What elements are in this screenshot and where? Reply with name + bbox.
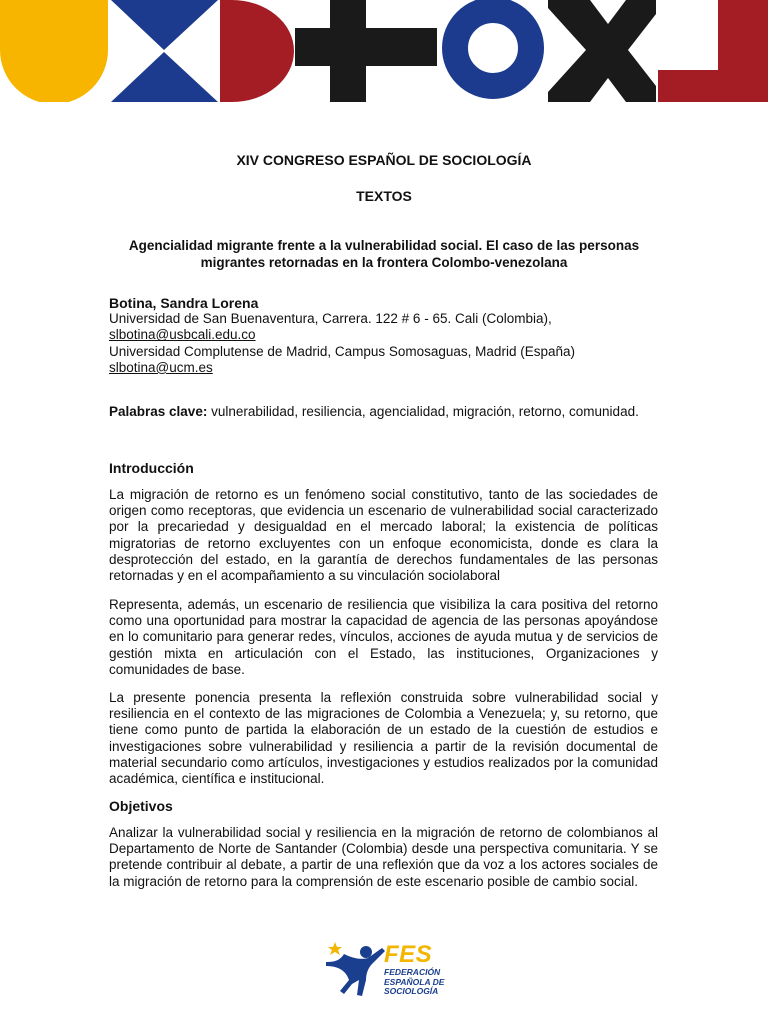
banner-black-x: [548, 0, 656, 102]
intro-paragraph-1: La migración de retorno es un fenómeno social constitutivo, tanto de las sociedades de origen como receptoras, que evidencia un escenario de vulnerabilidad social caracterizado por la precariedad y desigualdad en el mercado laboral; la existencia de políticas migratorias de retorno excluyentes con un enfoque economicista, donde es clara la desprotección del estado, en la garantía de derechos fundamentales de las personas retornadas y en el acompañamiento a su vinculación sociolaboral: [109, 487, 658, 584]
paper-title-line-1: Agencialidad migrante frente a la vulnerabilidad social. El caso de las personas: [128, 238, 640, 253]
objectives-paragraph: Analizar la vulnerabilidad social y resiliencia en la migración de retorno de colombianos al Departamento de Norte de Santander (Colombia) desde una perspectiva comunitaria. Y se pretende contribuir al debate, a partir de una reflexión que da voz a los actores sociales de la migración de retorno para la comprensión de este escenario posible de cambio social.: [109, 825, 658, 889]
banner-red-shape: [220, 0, 294, 102]
email-link-2[interactable]: slbotina@ucm.es: [109, 359, 213, 375]
keywords-text: vulnerabilidad, resiliencia, agencialidad, migración, retorno, comunidad.: [211, 404, 639, 419]
fes-line-2: ESPAÑOLA DE: [384, 976, 445, 987]
author-name: Botina, Sandra Lorena: [109, 295, 259, 311]
fes-figure-icon: [326, 946, 385, 996]
fes-abbr: FES: [384, 941, 433, 968]
intro-paragraph-3: La presente ponencia presenta la reflexión construida sobre vulnerabilidad social y resiliencia en el contexto de las migraciones de Colombia a Venezuela; y, su retorno, que tiene como punto de partida la elaboración de un estado de la cuestión de estudios e investigaciones sobre vulnerabilidad y resiliencia a partir de la revisión documental de material secundario como artículos, investigaciones y estudios realizados por la comunidad académica, científica e institucional.: [109, 690, 658, 787]
banner-black-cross: [295, 0, 437, 102]
paper-title-line-2: migrantes retornadas en la frontera Colombo-venezolana: [200, 255, 568, 270]
keywords: [109, 404, 658, 420]
intro-paragraph-2: Representa, además, un escenario de resiliencia que visibiliza la cara positiva del retorno como una oportunidad para mostrar la capacidad de agencia de las personas apoyándose en lo comunitario para generar redes, vínculos, acciones de ayuda mutua y de servicios de gestión mixta en articulación con el Estado, las instituciones, Organizaciones y comunidades de base.: [109, 597, 658, 677]
affiliation-1: Universidad de San Buenaventura, Carrera. 122 # 6 - 65. Cali (Colombia),: [109, 311, 552, 327]
fes-star-icon: [328, 942, 342, 955]
banner-navy-x: [111, 0, 218, 102]
affiliation-2: Universidad Complutense de Madrid, Campus Somosaguas, Madrid (España): [109, 343, 575, 359]
section-title: TEXTOS: [356, 188, 412, 204]
header-banner: [0, 0, 768, 102]
objectives-heading: Objetivos: [109, 798, 173, 814]
author-block: [109, 295, 658, 376]
fes-line-1: FEDERACIÓN: [384, 967, 441, 977]
email-link-1[interactable]: slbotina@usbcali.edu.co: [109, 327, 256, 343]
keywords-label: Palabras clave:: [109, 404, 208, 419]
fes-logo-text: [384, 942, 444, 997]
intro-heading: Introducción: [109, 460, 194, 476]
congress-title: XIV CONGRESO ESPAÑOL DE SOCIOLOGÍA: [236, 152, 532, 168]
banner-yellow-shape: [0, 0, 108, 102]
banner-navy-ring: [455, 10, 531, 86]
paper-title: [100, 237, 668, 271]
fes-line-3: SOCIOLOGÍA: [384, 986, 439, 996]
